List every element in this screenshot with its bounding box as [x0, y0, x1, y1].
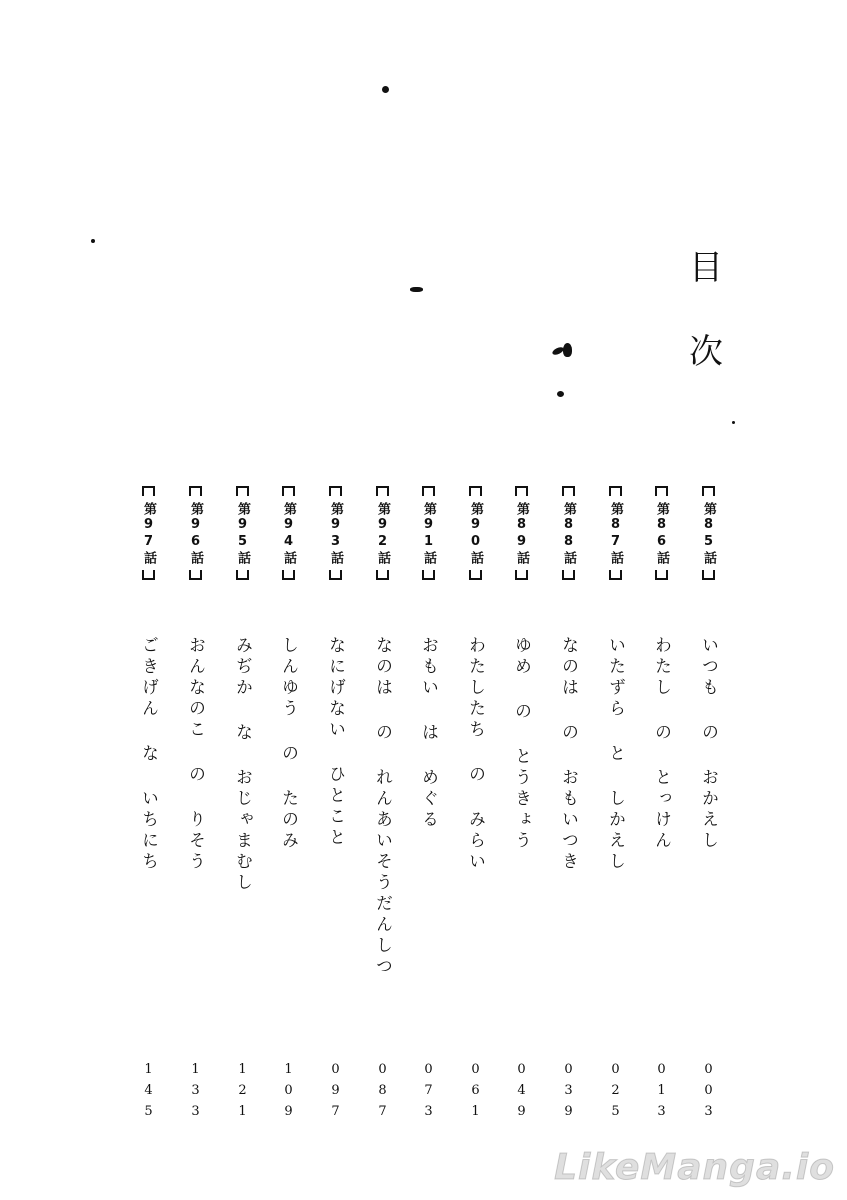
chapter-title: みぢか な おじゃまむし: [232, 636, 252, 894]
toc-entry: [177, 486, 213, 873]
chapter-number: 第90話: [468, 502, 483, 566]
ink-splatter: [732, 421, 735, 424]
chapter-title: ゆめ の とうきょう: [511, 636, 531, 852]
chapter-label: [229, 486, 255, 580]
toc-entry: [550, 486, 586, 873]
ink-splatter: [563, 343, 572, 357]
chapter-label: [695, 486, 721, 580]
chapter-label: [182, 486, 208, 580]
chapter-label: [462, 486, 488, 580]
chapter-number: 第94話: [281, 502, 296, 566]
ink-splatter: [91, 239, 95, 243]
watermark-logo: LikeManga.io: [554, 1147, 835, 1188]
page-number: 039: [561, 1062, 576, 1125]
chapter-number: 第86話: [654, 502, 669, 566]
toc-entry: [503, 486, 539, 852]
page-number: 109: [281, 1062, 296, 1125]
page-title-char-2: 次: [689, 332, 723, 372]
chapter-title: おもい は めぐる: [418, 636, 438, 831]
chapter-title: わたし の とっけん: [651, 636, 671, 852]
chapter-label: [135, 486, 161, 580]
page-title: [680, 248, 732, 372]
toc-entry: [690, 486, 726, 852]
chapter-title: なのは の おもいつき: [558, 636, 578, 873]
page-number: 049: [514, 1062, 529, 1125]
ink-splatter: [557, 391, 564, 397]
page-title-char-1: 目: [689, 248, 723, 288]
chapter-title: なにげない ひとこと: [325, 636, 345, 849]
chapter-number: 第89話: [514, 502, 529, 566]
chapter-number: 第93話: [328, 502, 343, 566]
toc-entry: [457, 486, 493, 873]
toc-entry: [224, 486, 260, 894]
chapter-label: [415, 486, 441, 580]
chapter-title: いつも の おかえし: [698, 636, 718, 852]
page-number: 013: [654, 1062, 669, 1125]
chapter-number: 第87話: [608, 502, 623, 566]
ink-splatter: [410, 287, 423, 292]
page-number: 025: [608, 1062, 623, 1125]
chapter-label: [369, 486, 395, 580]
chapter-label: [602, 486, 628, 580]
toc-entry: [130, 486, 166, 873]
chapter-label: [322, 486, 348, 580]
chapter-label: [275, 486, 301, 580]
page-number: 061: [468, 1062, 483, 1125]
ink-splatter: [382, 86, 389, 93]
chapter-title: わたしたち の みらい: [465, 636, 485, 873]
chapter-number: 第85話: [701, 502, 716, 566]
page-number: 133: [188, 1062, 203, 1125]
chapter-number: 第95話: [235, 502, 250, 566]
chapter-title: いたずら と しかえし: [605, 636, 625, 873]
toc-entry: [643, 486, 679, 852]
page-number: 003: [701, 1062, 716, 1125]
chapter-title: しんゆう の たのみ: [278, 636, 298, 852]
toc-entry: [597, 486, 633, 873]
chapter-number: 第88話: [561, 502, 576, 566]
chapter-title: なのは の れんあいそうだんしつ: [372, 636, 392, 978]
page-number: 145: [141, 1062, 156, 1125]
page-number: 121: [235, 1062, 250, 1125]
chapter-title: ごきげん な いちにち: [138, 636, 158, 873]
chapter-title: おんなのこ の りそう: [185, 636, 205, 873]
toc-entry: [364, 486, 400, 978]
toc-entry: [270, 486, 306, 852]
toc-entry: [317, 486, 353, 849]
page-number: 097: [328, 1062, 343, 1125]
page-number: 087: [375, 1062, 390, 1125]
page-number: 073: [421, 1062, 436, 1125]
chapter-label: [648, 486, 674, 580]
toc-entry: [410, 486, 446, 831]
chapter-number: 第96話: [188, 502, 203, 566]
chapter-label: [555, 486, 581, 580]
chapter-number: 第97話: [141, 502, 156, 566]
chapter-number: 第92話: [375, 502, 390, 566]
chapter-number: 第91話: [421, 502, 436, 566]
chapter-label: [508, 486, 534, 580]
